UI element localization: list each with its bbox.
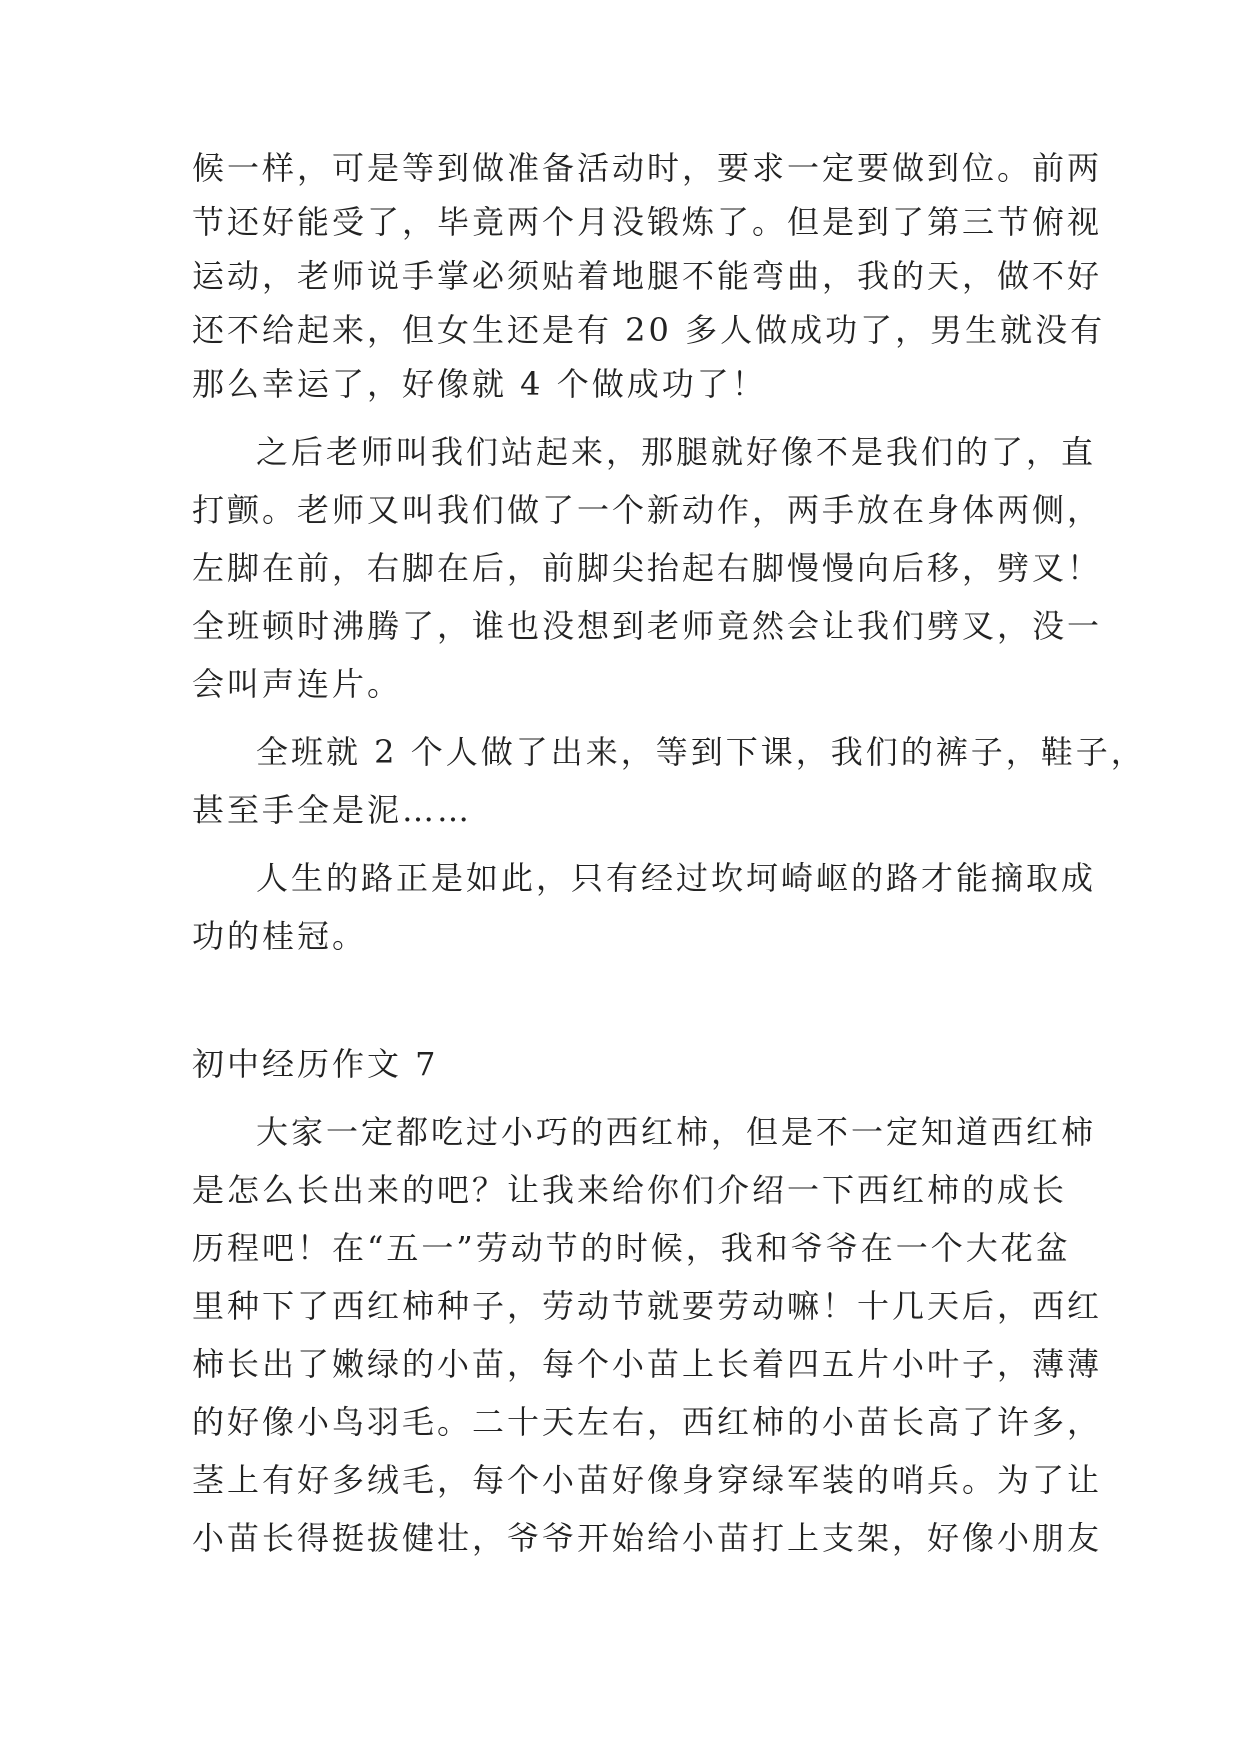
text-line: 甚至手全是泥……	[192, 791, 473, 829]
text-line: 人生的路正是如此，只有经过坎坷崎岖的路才能摘取成	[256, 859, 1097, 897]
text-line: 全班顿时沸腾了，谁也没想到老师竟然会让我们劈叉，没一	[192, 607, 1103, 645]
text-line: 全班就 2 个人做了出来，等到下课，我们的裤子，鞋子，	[256, 733, 1146, 771]
text-line: 大家一定都吃过小巧的西红柿，但是不一定知道西红柿	[256, 1113, 1097, 1151]
text-line: 功的桂冠。	[192, 917, 368, 955]
text-line: 候一样，可是等到做准备活动时，要求一定要做到位。前两	[192, 149, 1103, 187]
text-line: 会叫声连片。	[192, 665, 403, 703]
text-line: 还不给起来，但女生还是有 20 多人做成功了，男生就没有	[192, 311, 1106, 349]
text-line: 打颤。老师又叫我们做了一个新动作，两手放在身体两侧，	[192, 491, 1103, 529]
text-line: 节还好能受了，毕竟两个月没锻炼了。但是到了第三节俯视	[192, 203, 1103, 241]
text-line: 里种下了西红柿种子，劳动节就要劳动嘛！十几天后，西红	[192, 1287, 1103, 1325]
text-line: 历程吧！在“五一”劳动节的时候，我和爷爷在一个大花盆	[192, 1229, 1071, 1267]
text-line: 茎上有好多绒毛，每个小苗好像身穿绿军装的哨兵。为了让	[192, 1461, 1103, 1499]
section-title: 初中经历作文 7	[192, 1045, 439, 1083]
text-line: 运动，老师说手掌必须贴着地腿不能弯曲，我的天，做不好	[192, 257, 1103, 295]
text-line: 的好像小鸟羽毛。二十天左右，西红柿的小苗长高了许多，	[192, 1403, 1103, 1441]
text-line: 小苗长得挺拔健壮，爷爷开始给小苗打上支架，好像小朋友	[192, 1519, 1103, 1557]
text-line: 柿长出了嫩绿的小苗，每个小苗上长着四五片小叶子，薄薄	[192, 1345, 1103, 1383]
text-line: 是怎么长出来的吧？让我来给你们介绍一下西红柿的成长	[192, 1171, 1068, 1209]
text-line: 之后老师叫我们站起来，那腿就好像不是我们的了，直	[256, 433, 1097, 471]
text-line: 那么幸运了，好像就 4 个做成功了！	[192, 365, 767, 403]
text-line: 左脚在前，右脚在后，前脚尖抬起右脚慢慢向后移，劈叉！	[192, 549, 1103, 587]
